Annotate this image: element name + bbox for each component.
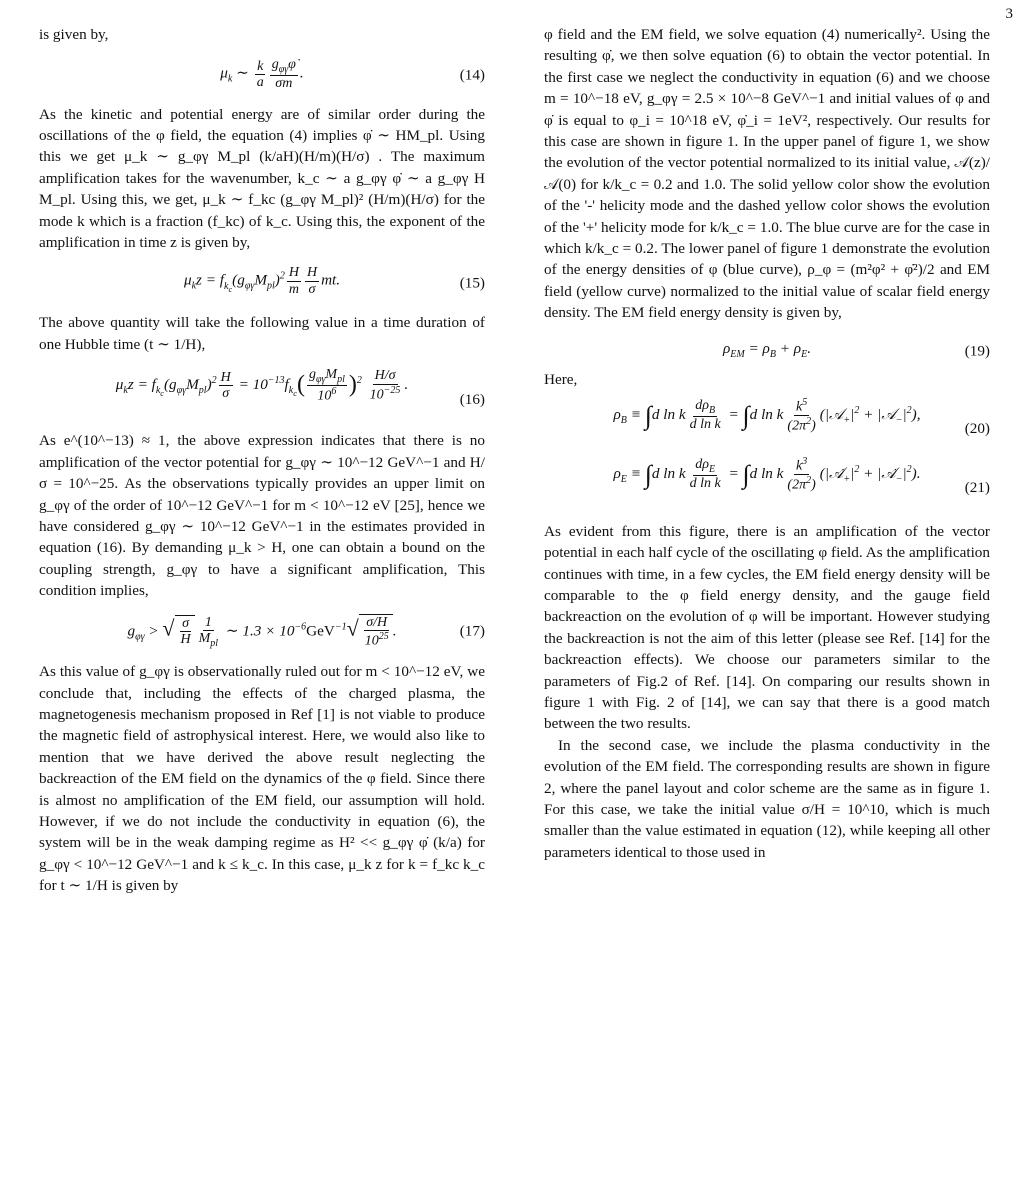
equation-number-17: (17) xyxy=(459,622,485,640)
equation-20: $\rho_B \equiv \int d$ ln k $\frac{d\rho_B}{\text{d ln k}}$ = ∫d ln k $\frac{k^5}{(2\pi^2)}$ ($|𝒜_+|^2$ + $|𝒜_-|^2$), (20) xyxy=(544,397,990,434)
left-paragraph-2: As the kinetic and potential energy are of similar order during the oscillations of the φ field, the equation (4) implies φ̇ ∼ HM_pl. Using this we get μ_k ∼ g_φγ M_pl (k/aH)(H/m)(H/σ) . The maximum amplification takes for the wavenumber, k_c ∼ a g_φγ φ̇ ∼ a g_φγ H M_pl. Using this, we get, μ_k ∼ f_kc (g_φγ M_pl)² (H/m)(H/σ) for the mode k which is a fraction (f_kc) of k_c. Using this, the exponent of the amplification in time z is given by, xyxy=(39,105,485,252)
equation-number-20: (20) xyxy=(964,420,990,438)
left-paragraph-1: is given by, xyxy=(39,26,109,43)
equation-number-21: (21) xyxy=(964,479,990,497)
equation-15: $\mu_kz = f_{k_c}(g_{\varphi\gamma}M_{pl})^2$ $\frac{H}{m}$ $\frac{H}{\sigma}$ mt. (15) xyxy=(183,265,485,297)
left-paragraph-3: The above quantity will take the following value in a time duration of one Hubble time (t ∼ 1/H), xyxy=(39,314,485,353)
left-column xyxy=(39,24,485,897)
equation-19: $\rho_{EM} = \rho_B + \rho_E$. (19) xyxy=(544,338,990,365)
equation-17: $g_{\varphi\gamma}$ > √ $\frac{\sigma}{H}$ $\frac{1}{M_{pl}}$ ∼ $1.3 \times 10^{-6}GeV^{-1}√$ $\frac{\sigma/H}{10^{25}}$ . (17) xyxy=(127,614,485,649)
left-paragraph-4: As e^(10^−13) ≈ 1, the above expression indicates that there is no amplification of the vector potential for g_φγ ∼ 10^−12 GeV^−1 and H/σ = 10^−25. As the observations typically provides an upper limit on g_φγ of the order of 10^−12 GeV^−1 for m < 10^−12 eV [25], hence we have considered g_φγ ∼ 10^−12 GeV^−1 in the estimates provided in equation (16). By demanding μ_k > H, one can obtain a bound on the coupling strength, g_φγ to have a significant amplification, This condition implies, xyxy=(39,432,485,600)
equation-number-15: (15) xyxy=(459,274,485,292)
equation-16: $\mu_kz = f_{k_c}(g_{\varphi\gamma}M_{pl})^2$ $\frac{H}{\sigma}$ = $10^{-13}f_{k_c}$( $\frac{g_{\varphi\gamma}M_{pl}}{10^6}$ )$^2$ $\frac{H/\sigma}{10^{-25}}$ . (16) xyxy=(39,367,485,404)
equation-number-14: (14) xyxy=(459,65,485,83)
equation-number-19: (19) xyxy=(964,342,990,360)
equation-number-16: (16) xyxy=(459,391,485,408)
equation-14: $\mu_k$ ∼ $\frac{k}{a}$ $\frac{g_{\varphi\gamma}\varphi̇}{\sigma m}$ . (14) xyxy=(220,57,485,92)
left-paragraph-5: As this value of g_φγ is observationally ruled out for m < 10^−12 eV, we conclude that, including the effects of the charged plasma, the magnetogenesis mechanism proposed in Ref [1] is not viable to produce the magnetic field of astrophysical interest. Here, we would also like to mention that we have derived the above result neglecting the backreaction of the EM field on the dynamics of the φ field. Since there is almost no amplification of the EM field, our assumption will hold. However, if we do not include the conductivity in equation (6), the system will be in the weak damping regime as H² << g_φγ φ̇ (k/a) for g_φγ < 10^−12 GeV^−1 and k ≤ k_c. In this case, μ_k z for k = f_kc k_c for t ∼ 1/H is given by xyxy=(39,663,485,895)
right-paragraph-3: In the second case, we include the plasma conductivity in the evolution of the EM field. The corresponding results are shown in figure 2, where the panel layout and color scheme are the same as in figure 1. For this case, we take the initial value σ/H = 10^10, which is much smaller than the value estimated in equation (12), while keeping all other parameters identical to those used in xyxy=(544,736,990,861)
page-number: 3 xyxy=(1005,6,1013,22)
equation-21: $\rho_E \equiv \int d$ ln k $\frac{d\rho_E}{\text{d ln k}}$ = ∫d ln k $\frac{k^3}{(2\pi^2)}$ ($|𝒜̇_+|^2$ + $|𝒜̇_-|^2$). (21) xyxy=(544,456,990,493)
here-label: Here, xyxy=(544,371,578,389)
right-column xyxy=(544,24,990,863)
right-paragraph-2: As evident from this figure, there is an amplification of the vector potential in each half cycle of the oscillating φ field. As the amplification continues with time, in a few cycles, the EM field energy density will be comparable to the φ field energy density, and the gauge field backreaction on the evolution of φ will be important. However studying the backreaction is not the aim of this letter (please see Ref. [14] for the backreaction effects). We choose our parameters similar to the parameters of Fig.2 of Ref. [14]. On comparing our results shown in figure 1 with Fig. 2 of [14], we can say that there is a good match between the two results. xyxy=(544,522,990,733)
right-paragraph-1: φ field and the EM field, we solve equation (4) numerically². Using the resulting φ̇, we then solve equation (6) to obtain the vector potential. In the first case we neglect the conductivity in equation (6) and we choose m = 10^−18 eV, g_φγ = 2.5 × 10^−8 GeV^−1 and initial values of φ and φ̇ is equal to φ_i = 10^18 eV, φ̇_i = 1eV², respectively. Our results for this case are shown in figure 1. In the upper panel of figure 1, we show the evolution of the vector potential normalized to its initial value, 𝒜(z)/𝒜(0) for k/k_c = 0.2 and 1.0. The solid yellow color show the evolution of the '-' helicity mode and the dashed yellow color shows the evolution of the '+' helicity mode for k/k_c = 1.0. The blue curve are for the case in which k/k_c = 0.2. The lower panel of figure 1 demonstrate the evolution of the energy densities of φ (blue curve), ρ_φ = (m²φ² + φ̇²)/2 and EM field (yellow curve) normalized to the initial value of scalar field energy density. The EM field energy density is given by, xyxy=(544,26,990,322)
